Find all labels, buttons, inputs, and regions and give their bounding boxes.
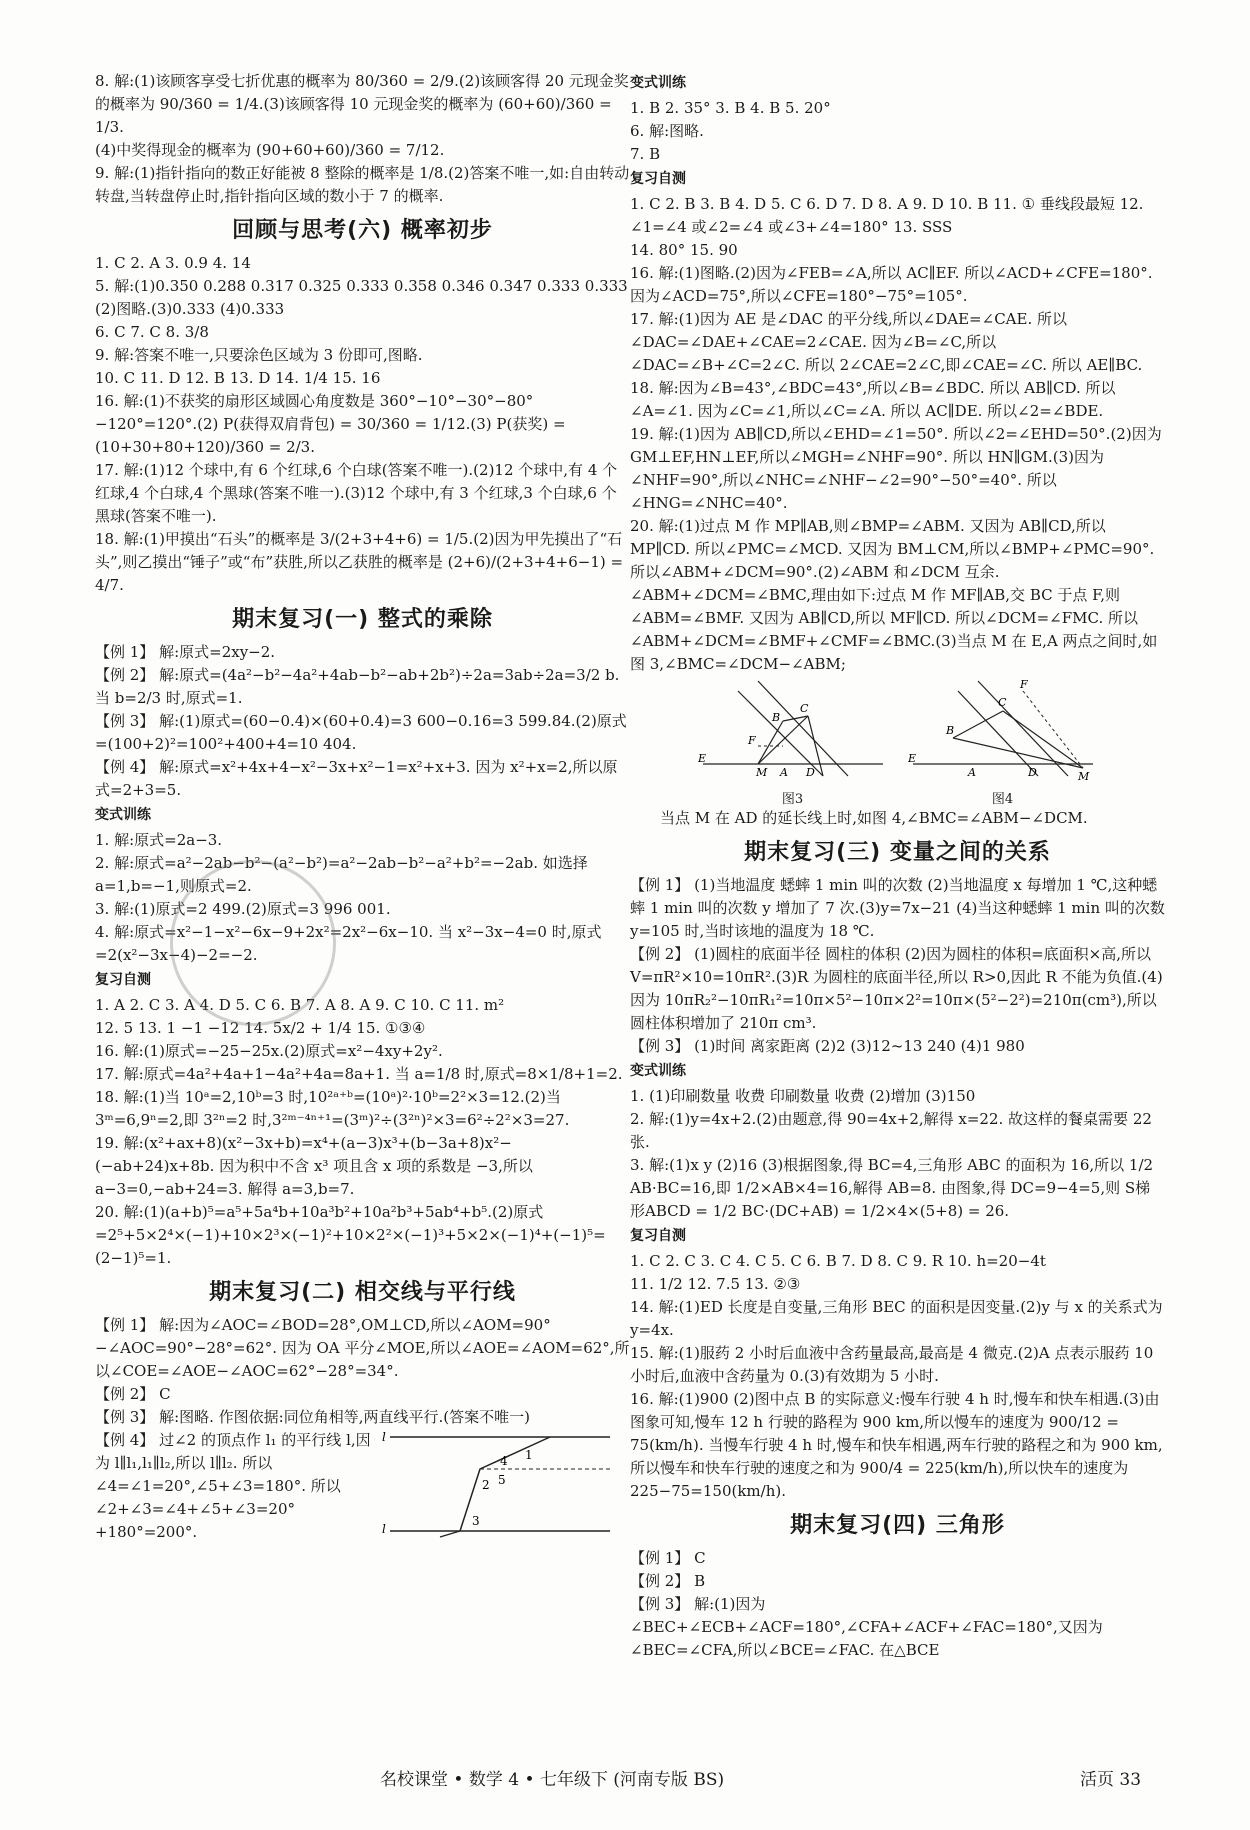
answer-item: 【例 1】 解:因为∠AOC=∠BOD=28°,OM⊥CD,所以∠AOM=90°−∠AOC=90°−28°=62°. 因为 OA 平分∠MOE,所以∠AOE=∠AOM=62°,所以∠COE=∠AOE−∠AOC=62°−28°=34°. [95,1316,630,1380]
answer-item: 19. 解:(1)因为 AB∥CD,所以∠EHD=∠1=50°. 所以∠2=∠EHD=50°.(2)因为 GM⊥EF,HN⊥EF,所以∠MGH=∠NHF=90°. 所以 HN∥GM.(3)因为∠NHF=90°,所以∠NHC=∠NHF−∠2=90°−50°=40°. 所以∠HNG=∠NHC=40°. [630,425,1162,512]
figure-caption: 图4 [991,792,1014,807]
answer-item: 【例 2】 (1)圆柱的底面半径 圆柱的体积 (2)因为圆柱的体积=底面积×高,所以 V=πR²×10=10πR².(3)R 为圆柱的底面半径,所以 R>0,因此 R 不能为负值.(4)因为 10πR₂²−10πR₁²=10π×5²−10π×2²=10π×(5²−2²)=210π(cm³),所以圆柱体积增加了 210π cm³. [630,945,1163,1032]
svg-text:C: C [799,702,808,715]
answer-item: 16. 解:(1)原式=−25−25x.(2)原式=x²−4xy+2y². [95,1042,443,1060]
answer-item: 2. 解:原式=a²−2ab−b²−(a²−b²)=a²−2ab−b²−a²+b²=−2ab. 如选择 a=1,b=−1,则原式=2. [95,854,588,895]
svg-text:B: B [771,711,780,724]
svg-text:C: C [997,696,1006,709]
footer-book-title: 名校课堂 • 数学 4 • 七年级下 (河南专版 BS) [380,1770,725,1790]
svg-text:l: l [382,1522,386,1536]
section-heading: 期末复习(三) 变量之间的关系 [744,840,1051,865]
answer-item: 20. 解:(1)过点 M 作 MP∥AB,则∠BMP=∠ABM. 又因为 AB∥CD,所以 MP∥CD. 所以∠PMC=∠MCD. 又因为 BM⊥CM,所以∠BMP+∠PMC=90°. 所以∠ABM+∠DCM=90°.(2)∠ABM 和∠DCM 互余. ∠ABM+∠DCM=∠BMC,理由如下:过点 M 作 MF∥AB,交 BC 于点 F,则∠ABM=∠BMF. 又因为 AB∥CD,所以 MF∥CD. 所以∠DCM=∠FMC. 所以∠ABM+∠DCM=∠BMF+∠CMF=∠BMC.(3)当点 M 在 E,A 两点之间时,如图 3,∠BMC=∠DCM−∠ABM; [630,517,1158,673]
answer-item: 2. 解:(1)y=4x+2.(2)由题意,得 90=4x+2,解得 x=22. 故这样的餐桌需要 22 张. [630,1110,1152,1151]
answer-item: 【例 3】 (1)时间 离家距离 (2)2 (3)12~13 240 (4)1 980 [630,1037,1025,1055]
answer-item: 【例 2】 解:原式=(4a²−b²−4a²+4ab−b²−ab+2b²)÷2a=3ab÷2a=3/2 b. 当 b=2/3 时,原式=1. [95,666,620,707]
figure-3 [698,676,888,786]
answer-item: 17. 解:(1)12 个球中,有 6 个红球,6 个白球(答案不唯一).(2)12 个球中,有 4 个红球,4 个白球,4 个黑球(答案不唯一).(3)12 个球中,有 3 个红球,3 个白球,6 个黑球(答案不唯一). [95,461,618,525]
answer-item: 【例 3】 解:(1)因为∠BEC+∠ECB+∠ACF=180°,∠CFA+∠ACF+∠FAC=180°,又因为∠BEC=∠CFA,所以∠BCE=∠FAC. 在△BCE [630,1595,1103,1659]
svg-text:5: 5 [498,1473,506,1487]
left-column [95,70,630,1544]
svg-text:A: A [967,766,976,779]
answer-item: 7. B [630,145,661,163]
svg-text:F: F [1019,678,1028,691]
answer-item: 1. B 2. 35° 3. B 4. B 5. 20° [630,99,831,117]
answer-item: 【例 1】 解:原式=2xy−2. [95,643,276,661]
answer-item: 4. 解:原式=x²−1−x²−6x−9+2x²=2x²−6x−10. 当 x²−3x−4=0 时,原式=2(x²−3x−4)−2=−2. [95,923,602,964]
answer-item: 14. 解:(1)ED 长度是自变量,三角形 BEC 的面积是因变量.(2)y 与 x 的关系式为 y=4x. [630,1298,1163,1339]
answer-item: (4)中奖得现金的概率为 (90+60+60)/360 = 7/12. [95,141,445,159]
figure-4 [908,676,1098,786]
svg-text:3: 3 [472,1514,480,1528]
svg-text:M: M [1077,770,1089,783]
answer-item: 16. 解:(1)图略.(2)因为∠FEB=∠A,所以 AC∥EF. 所以∠ACD+∠CFE=180°. 因为∠ACD=75°,所以∠CFE=180°−75°=105°. [630,264,1153,305]
answer-item: 16. 解:(1)900 (2)图中点 B 的实际意义:慢车行驶 4 h 时,慢车和快车相遇.(3)由图象可知,慢车 12 h 行驶的路程为 900 km,所以慢车的速度为 900/12 = 75(km/h). 当慢车行驶 4 h 时,慢车和快车相遇,两车行驶的路程之和为 900 km,所以慢车和快车行驶的速度之和为 900/4 = 225(km/h),所以快车的速度为 225−75=150(km/h). [630,1390,1163,1500]
parallel-lines-figure [380,1429,620,1539]
section-heading: 期末复习(四) 三角形 [790,1513,1005,1538]
answer-item: 12. 5 13. 1 −1 −12 14. 5x/2 + 1/4 15. ①③④ [95,1019,426,1037]
answer-item: 1. A 2. C 3. A 4. D 5. C 6. B 7. A 8. A 9. C 10. C 11. m² [95,996,505,1014]
answer-item: 【例 1】 (1)当地温度 蟋蟀 1 min 叫的次数 (2)当地温度 x 每增加 1 ℃,这种蟋蟀 1 min 叫的次数 y 增加了 7 次.(3)y=7x−21 (4)当这种蟋蟀 1 min 叫的次数 y=105 时,当时该地的温度为 18 ℃. [630,876,1165,940]
answer-item: 5. 解:(1)0.350 0.288 0.317 0.325 0.333 0.358 0.346 0.347 0.333 0.333 (2)图略.(3)0.333 (4)0.333 [95,277,628,318]
answer-item: 17. 解:原式=4a²+4a+1−4a²+4a=8a+1. 当 a=1/8 时,原式=8×1/8+1=2. [95,1065,623,1083]
answer-item: 6. 解:图略. [630,122,704,140]
answer-item: 18. 解:(1)当 10ᵃ=2,10ᵇ=3 时,10²ᵃ⁺ᵇ=(10ᵃ)²·10ᵇ=2²×3=12.(2)当 3ᵐ=6,9ⁿ=2,即 3²ⁿ=2 时,3²ᵐ⁻⁴ⁿ⁺¹=(3ᵐ)²÷(3²ⁿ)²×3=6²÷2²×3=27. [95,1088,570,1129]
svg-text:2: 2 [482,1478,490,1492]
answer-item: 1. C 2. C 3. C 4. C 5. C 6. B 7. D 8. C 9. R 10. h=20−4t [630,1252,1046,1270]
svg-text:E: E [697,752,706,765]
answer-item: 1. C 2. B 3. B 4. D 5. C 6. D 7. D 8. A 9. D 10. B 11. ① 垂线段最短 12. ∠1=∠4 或∠2=∠4 或∠3+∠4=180° 13. SSS [630,195,1144,236]
subheading: 复习自测 [630,1228,686,1244]
answer-item: 6. C 7. C 8. 3/8 [95,323,209,341]
svg-text:l: l [382,1430,386,1444]
answer-item: 16. 解:(1)不获奖的扇形区域圆心角度数是 360°−10°−30°−80°−120°=120°.(2) P(获得双肩背包) = 30/360 = 1/12.(3) P(获奖) = (10+30+80+120)/360 = 2/3. [95,392,566,456]
answer-item: 【例 4】 解:原式=x²+4x+4−x²−3x+x²−1=x²+x+3. 因为 x²+x=2,所以原式=2+3=5. [95,758,618,799]
answer-item: 【例 2】 B [630,1572,706,1590]
answer-item: 9. 解:(1)指针指向的数正好能被 8 整除的概率是 1/8.(2)答案不唯一,如:自由转动转盘,当转盘停止时,指针指向区域的数小于 7 的概率. [95,164,630,205]
answer-item: 9. 解:答案不唯一,只要涂色区域为 3 份即可,图略. [95,346,423,364]
svg-text:D: D [1027,766,1037,779]
svg-text:E: E [907,752,916,765]
answer-item: 20. 解:(1)(a+b)⁵=a⁵+5a⁴b+10a³b²+10a²b³+5ab⁴+b⁵.(2)原式=2⁵+5×2⁴×(−1)+10×2³×(−1)²+10×2²×(−1)³+5×2×(−1)⁴+(−1)⁵=(2−1)⁵=1. [95,1203,606,1267]
svg-text:D: D [805,766,815,779]
section-heading: 期末复习(一) 整式的乘除 [232,607,493,632]
answer-item: 【例 2】 C [95,1385,171,1403]
answer-item: 10. C 11. D 12. B 13. D 14. 1/4 15. 16 [95,369,381,387]
answer-item: 18. 解:因为∠B=43°,∠BDC=43°,所以∠B=∠BDC. 所以 AB∥CD. 所以∠A=∠1. 因为∠C=∠1,所以∠C=∠A. 所以 AC∥DE. 所以∠2=∠BDE. [630,379,1116,420]
answer-item: 当点 M 在 AD 的延长线上时,如图 4,∠BMC=∠ABM−∠DCM. [660,809,1088,827]
geometry-figures [630,676,1165,807]
answer-item: 【例 1】 C [630,1549,706,1567]
subheading: 复习自测 [95,972,151,988]
answer-item: 18. 解:(1)甲摸出“石头”的概率是 3/(2+3+4+6) = 1/5.(2)因为甲先摸出了“石头”,则乙摸出“锤子”或“布”获胜,所以乙获胜的概率是 (2+6)/(2+3+4+6−1) = 4/7. [95,530,624,594]
answers-section [95,252,630,597]
section-heading: 回顾与思考(六) 概率初步 [232,218,493,243]
answer-item: 8. 解:(1)该顾客享受七折优惠的概率为 80/360 = 2/9.(2)该顾客得 20 元现金奖的概率为 90/360 = 1/4.(3)该顾客得 10 元现金奖的概率为 (60+60)/360 = 1/3. [95,72,629,136]
answer-item: 1. C 2. A 3. 0.9 4. 14 [95,254,251,272]
answers-top [95,70,630,208]
subheading: 复习自测 [630,171,686,187]
answer-item: 【例 4】 过∠2 的顶点作 l₁ 的平行线 l,因为 l∥l₁,l₁∥l₂,所以 l∥l₂. 所以∠4=∠1=20°,∠5+∠3=180°. 所以∠2+∠3=∠4+∠5+∠3=20°+180°=200°. [95,1431,371,1541]
answer-item: 【例 3】 解:(1)原式=(60−0.4)×(60+0.4)=3 600−0.16=3 599.84.(2)原式=(100+2)²=100²+400+4=10 404. [95,712,627,753]
answer-item: 【例 3】 解:图略. 作图依据:同位角相等,两直线平行.(答案不唯一) [95,1408,530,1426]
answer-item: 3. 解:(1)x y (2)16 (3)根据图象,得 BC=4,三角形 ABC 的面积为 16,所以 1/2 AB·BC=16,即 1/2×AB×4=16,解得 AB=8. 由图象,得 DC=9−4=5,则 S梯形ABCD = 1/2 BC·(DC+AB) = 1/2×4×(5+8) = 26. [630,1156,1154,1220]
answers-section [95,1314,630,1544]
answer-item: 19. 解:(x²+ax+8)(x²−3x+b)=x⁴+(a−3)x³+(b−3a+8)x²−(−ab+24)x+8b. 因为积中不含 x³ 项且含 x 项的系数是 −3,所以 a−3=0,−ab+24=3. 解得 a=3,b=7. [95,1134,533,1198]
subheading: 变式训练 [630,1063,686,1079]
answer-item: 3. 解:(1)原式=2 499.(2)原式=3 996 001. [95,900,391,918]
answer-item: 1. 解:原式=2a−3. [95,831,223,849]
svg-text:F: F [747,734,756,747]
svg-text:B: B [945,724,954,737]
svg-text:4: 4 [500,1454,508,1468]
svg-text:M: M [755,766,767,779]
subheading: 变式训练 [95,807,151,823]
subheading: 变式训练 [630,75,686,91]
section-heading: 期末复习(二) 相交线与平行线 [209,1280,516,1305]
figure-caption: 图3 [781,792,804,807]
answer-item: 14. 80° 15. 90 [630,241,738,259]
answer-item: 1. (1)印刷数量 收费 印刷数量 收费 (2)增加 (3)150 [630,1087,976,1105]
answer-item: 17. 解:(1)因为 AE 是∠DAC 的平分线,所以∠DAE=∠CAE. 所以∠DAC=∠DAE+∠CAE=2∠CAE. 因为∠B=∠C,所以∠DAC=∠B+∠C=2∠C. 所以 2∠CAE=2∠C,即∠CAE=∠C. 所以 AE∥BC. [630,310,1143,374]
answer-item: 15. 解:(1)服药 2 小时后血液中含药量最高,最高是 4 微克.(2)A 点表示服药 10 小时后,血液中含药量为 0.(3)有效期为 5 小时. [630,1344,1154,1385]
answer-item: 11. 1/2 12. 7.5 13. ②③ [630,1275,801,1293]
svg-text:A: A [779,766,788,779]
page-number: 活页 33 [1080,1770,1142,1790]
right-column [630,70,1165,1662]
svg-text:1: 1 [525,1448,533,1462]
